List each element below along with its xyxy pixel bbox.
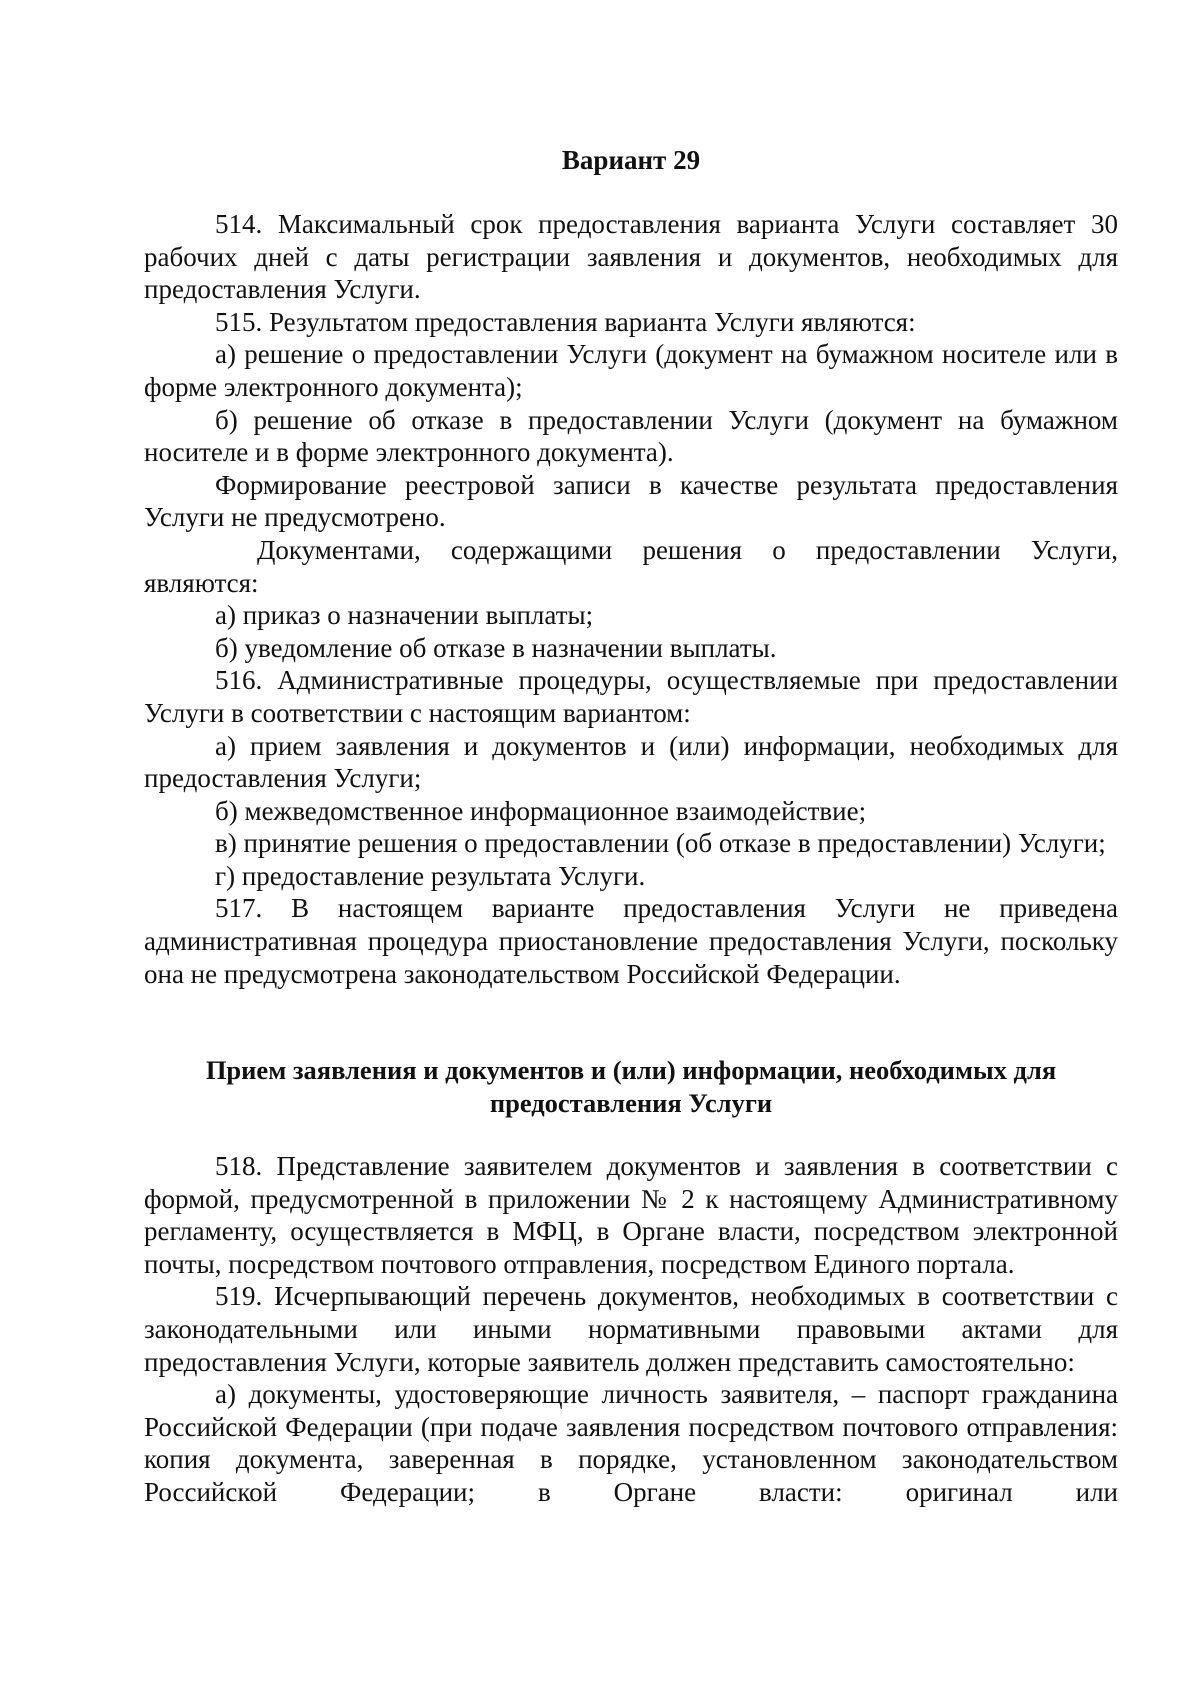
paragraph-decision-documents: Документами, содержащими решения о предоставлении Услуги, являются:	[144, 534, 1118, 598]
paragraph-517: 517. В настоящем варианте предоставления Услуги не приведена административная процедура приостановление предоставления Услуги, поскольку она не предусмотрена законодательством Российской Федерации.	[144, 893, 1118, 989]
document-title: Вариант 29	[561, 145, 701, 175]
list-item-516-d: г) предоставление результата Услуги.	[215, 860, 646, 891]
list-item-decision-b: б) уведомление об отказе в назначении выплаты.	[215, 632, 777, 663]
list-item-516-c: в) принятие решения о предоставлении (об отказе в предоставлении) Услуги;	[215, 828, 1106, 859]
section-heading-line-2: предоставления Услуги	[489, 1088, 773, 1118]
paragraph-515: 515. Результатом предоставления варианта Услуги являются:	[215, 306, 916, 337]
list-item-516-b: б) межведомственное информационное взаимодействие;	[215, 795, 867, 826]
paragraph-519: 519. Исчерпывающий перечень документов, необходимых в соответствии с законодательными или иными нормативными правовыми актами для предоставления Услуги, которые заявитель должен представить самостоятельно:	[144, 1281, 1118, 1377]
paragraph-516: 516. Административные процедуры, осуществляемые при предоставлении Услуги в соответствии с настоящим вариантом:	[144, 665, 1118, 728]
paragraph-514: 514. Максимальный срок предоставления варианта Услуги составляет 30 рабочих дней с даты регистрации заявления и документов, необходимых для предоставления Услуги.	[144, 209, 1118, 305]
list-item-516-a: а) прием заявления и документов и (или) информации, необходимых для предоставления Услуги;	[144, 730, 1118, 794]
list-item-515-b: б) решение об отказе в предоставлении Услуги (документ на бумажном носителе и в форме электронного документа).	[144, 404, 1118, 468]
section-heading	[144, 1054, 1118, 1120]
paragraph-registry-note: Формирование реестровой записи в качестве результата предоставления Услуги не предусмотрено.	[144, 469, 1118, 533]
list-item-515-a: а) решение о предоставлении Услуги (документ на бумажном носителе или в форме электронного документа);	[144, 339, 1118, 402]
section-heading-line-1: Прием заявления и документов и (или) информации, необходимых для	[205, 1055, 1057, 1085]
body-text-bottom	[144, 1150, 1118, 1509]
paragraph-518: 518. Представление заявителем документов и заявления в соответствии с формой, предусмотренной в приложении № 2 к настоящему Административному регламенту, осуществляется в МФЦ, в Органе власти, посредством электронной почты, посредством почтового отправления, посредством Единого портала.	[144, 1151, 1118, 1279]
body-text-top	[144, 208, 1118, 990]
list-item-519-a: а) документы, удостоверяющие личность заявителя, – паспорт гражданина Российской Федерации (при подаче заявления посредством почтового отправления: копия документа, заверенная в порядке, установленном законодательством Российской Федерации; в Органе власти: оригинал или	[144, 1379, 1118, 1507]
list-item-decision-a: а) приказ о назначении выплаты;	[215, 600, 594, 631]
